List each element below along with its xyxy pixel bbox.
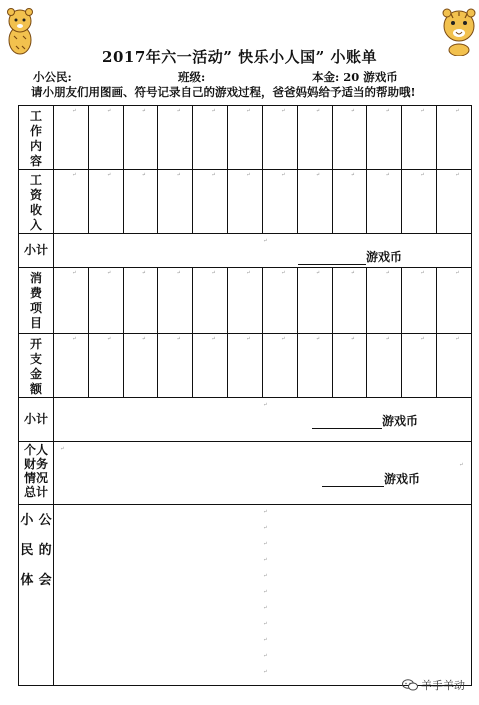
wage-income-cell[interactable] [262, 170, 297, 234]
consumption-items-row [19, 268, 472, 334]
expense-amount-cell[interactable] [228, 334, 263, 398]
wage-income-cell[interactable] [367, 170, 402, 234]
citizen-label: 小公民: [33, 70, 72, 84]
watermark-text: 羊手羊动 [421, 679, 465, 692]
page-title: 2017年六一活动” 快乐小人国” 小账单 [102, 48, 377, 66]
work-content-cell[interactable] [193, 106, 228, 170]
wage-income-cell[interactable] [437, 170, 472, 234]
wage-income-row [19, 170, 472, 234]
consumption-item-cell[interactable] [54, 268, 89, 334]
work-content-cell[interactable] [262, 106, 297, 170]
consumption-item-cell[interactable] [123, 268, 158, 334]
consumption-item-cell[interactable] [88, 268, 123, 334]
work-content-row [19, 106, 472, 170]
wage-income-cell[interactable] [54, 170, 89, 234]
consumption-items-label: 消费项目 [19, 268, 54, 334]
finance-total-unit: 游戏币 [384, 472, 421, 486]
expense-amount-cell[interactable] [332, 334, 367, 398]
expense-amount-row [19, 334, 472, 398]
expense-amount-cell[interactable] [123, 334, 158, 398]
consumption-item-cell[interactable] [158, 268, 193, 334]
expense-amount-cell[interactable] [88, 334, 123, 398]
wage-income-cell[interactable] [123, 170, 158, 234]
finance-total-row [19, 442, 472, 505]
wage-income-label: 工资收入 [19, 170, 54, 234]
work-content-cell[interactable] [297, 106, 332, 170]
expense-amount-cell[interactable] [297, 334, 332, 398]
finance-total-cell[interactable]: ↵ ↵ 游戏币 [54, 442, 472, 505]
work-content-cell[interactable] [437, 106, 472, 170]
reflection-cell[interactable]: ↵ ↵ ↵ ↵ ↵ ↵ ↵ ↵ ↵ ↵ ↵ [54, 505, 472, 686]
expense-subtotal-row [19, 398, 472, 442]
work-content-cell[interactable] [123, 106, 158, 170]
wechat-icon [402, 679, 418, 691]
wage-income-cell[interactable] [88, 170, 123, 234]
wage-income-cell[interactable] [158, 170, 193, 234]
wage-income-cell[interactable] [402, 170, 437, 234]
watermark [402, 677, 465, 693]
consumption-item-cell[interactable] [262, 268, 297, 334]
class-label: 班级: [178, 70, 206, 84]
expense-amount-cell[interactable] [437, 334, 472, 398]
work-content-cell[interactable] [54, 106, 89, 170]
work-content-cell[interactable] [332, 106, 367, 170]
reflection-row [19, 505, 472, 686]
expense-subtotal-cell[interactable]: ↵ 游戏币 [54, 398, 472, 442]
wage-income-cell[interactable] [193, 170, 228, 234]
expense-amount-cell[interactable] [262, 334, 297, 398]
consumption-item-cell[interactable] [193, 268, 228, 334]
instruction-text: 请小朋友们用图画、符号记录自己的游戏过程，爸爸妈妈给予适当的帮助哦! [31, 85, 416, 99]
consumption-item-cell[interactable] [297, 268, 332, 334]
expense-subtotal-label: 小计 [19, 398, 54, 442]
consumption-item-cell[interactable] [367, 268, 402, 334]
reflection-label: 小 公 民 的 体 会 [19, 505, 54, 686]
work-content-cell[interactable] [402, 106, 437, 170]
expense-subtotal-unit: 游戏币 [382, 414, 419, 428]
work-content-cell[interactable] [88, 106, 123, 170]
consumption-item-cell[interactable] [437, 268, 472, 334]
consumption-item-cell[interactable] [332, 268, 367, 334]
expense-amount-cell[interactable] [54, 334, 89, 398]
income-subtotal-unit: 游戏币 [366, 250, 403, 264]
expense-amount-label: 开支金额 [19, 334, 54, 398]
expense-amount-cell[interactable] [402, 334, 437, 398]
wage-income-cell[interactable] [228, 170, 263, 234]
income-subtotal-label: 小计 [19, 234, 54, 268]
work-content-label: 工作内容 [19, 106, 54, 170]
expense-amount-cell[interactable] [193, 334, 228, 398]
work-content-cell[interactable] [158, 106, 193, 170]
income-subtotal-cell[interactable]: ↵ 游戏币 [54, 234, 472, 268]
ledger-table [18, 105, 472, 686]
income-subtotal-row [19, 234, 472, 268]
expense-amount-cell[interactable] [367, 334, 402, 398]
consumption-item-cell[interactable] [228, 268, 263, 334]
wage-income-cell[interactable] [297, 170, 332, 234]
work-content-cell[interactable] [228, 106, 263, 170]
capital-label: 本金: 20 游戏币 [312, 70, 398, 84]
wage-income-cell[interactable] [332, 170, 367, 234]
expense-amount-cell[interactable] [158, 334, 193, 398]
work-content-cell[interactable] [367, 106, 402, 170]
finance-total-label: 个人财务情况总计 [19, 442, 54, 505]
consumption-item-cell[interactable] [402, 268, 437, 334]
